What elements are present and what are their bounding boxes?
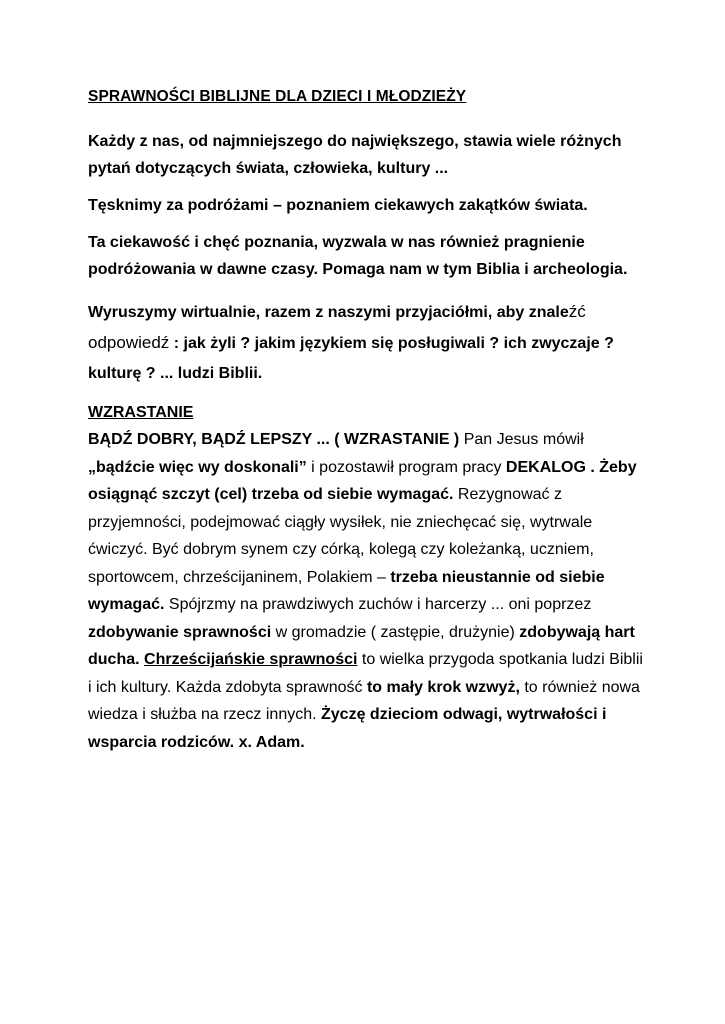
document-page: [88, 88, 648, 756]
body-segment-12: zdobywają hart ducha.: [88, 623, 635, 668]
body-segment-8: trzeba nieustannie od siebie wymagać.: [88, 568, 605, 613]
intro-paragraph-4: [88, 297, 648, 389]
body-segment-7: Rezygnować z przyjemności, podejmować ciągły wysiłek, nie zniechęcać się, wytrwale ćwiczyć. Być dobrym synem czy córką, kolegą czy koleżanką, uczniem, sportowcem, chrześcijaninem, Polakiem –: [88, 486, 594, 586]
intro-paragraph-4-part-1: Wyruszymy wirtualnie, razem z naszymi przyjaciółmi, aby znale: [88, 304, 569, 321]
intro-paragraph-1: Każdy z nas, od najmniejszego do największego, stawia wiele różnych pytań dotyczących świata, człowieka, kultury ...: [88, 133, 622, 177]
body-segment-10: zdobywanie sprawności: [88, 623, 272, 641]
intro-paragraph-4-part-2: źć: [568, 302, 586, 321]
body-segment-6: Żeby osiągnąć szczyt (cel) trzeba od siebie wymagać.: [88, 458, 637, 503]
body-segment-18: Życzę dzieciom odwagi, wytrwałości i wsparcia rodziców. x. Adam.: [88, 706, 607, 751]
section-heading: WZRASTANIE: [88, 404, 194, 421]
intro-paragraph-4-part-3: odpowiedź: [88, 333, 170, 352]
body-segment-5: DEKALOG .: [505, 458, 595, 476]
body-segment-9: Spójrzmy na prawdziwych zuchów i harcerzy ... oni poprzez: [164, 596, 592, 613]
body-paragraph: [88, 426, 648, 756]
body-segment-16: to mały krok wzwyż,: [366, 678, 520, 696]
intro-paragraph-3: Ta ciekawość i chęć poznania, wyzwala w nas również pragnienie podróżowania w dawne czasy. Pomaga nam w tym Biblia i archeologia.: [88, 234, 628, 278]
intro-paragraph-4-part-4: : jak żyli ? jakim językiem się posługiwali ? ich zwyczaje ? kulturę ? ... ludzi Biblii.: [88, 335, 614, 382]
body-segment-15: to wielka przygoda spotkania ludzi Biblii i ich kultury. Każda zdobyta sprawność: [88, 651, 643, 696]
document-title: SPRAWNOŚCI BIBLIJNE DLA DZIECI I MŁODZIEŻY: [88, 88, 467, 105]
body-segment-11: w gromadzie ( zastępie, drużynie): [271, 623, 520, 641]
body-segment-14: Chrześcijańskie sprawności: [144, 651, 358, 668]
body-segment-2: Pan Jesus mówił: [459, 431, 584, 448]
body-segment-17: to również nowa wiedza i służba na rzecz innych.: [88, 678, 640, 723]
intro-paragraph-2: Tęsknimy za podróżami – poznaniem ciekawych zakątków świata.: [88, 197, 588, 214]
body-segment-4: i pozostawił program pracy: [306, 458, 506, 476]
body-segment-1: BĄDŹ DOBRY, BĄDŹ LEPSZY ... ( WZRASTANIE ): [88, 431, 460, 448]
body-segment-3: „bądźcie więc wy doskonali”: [88, 458, 307, 476]
